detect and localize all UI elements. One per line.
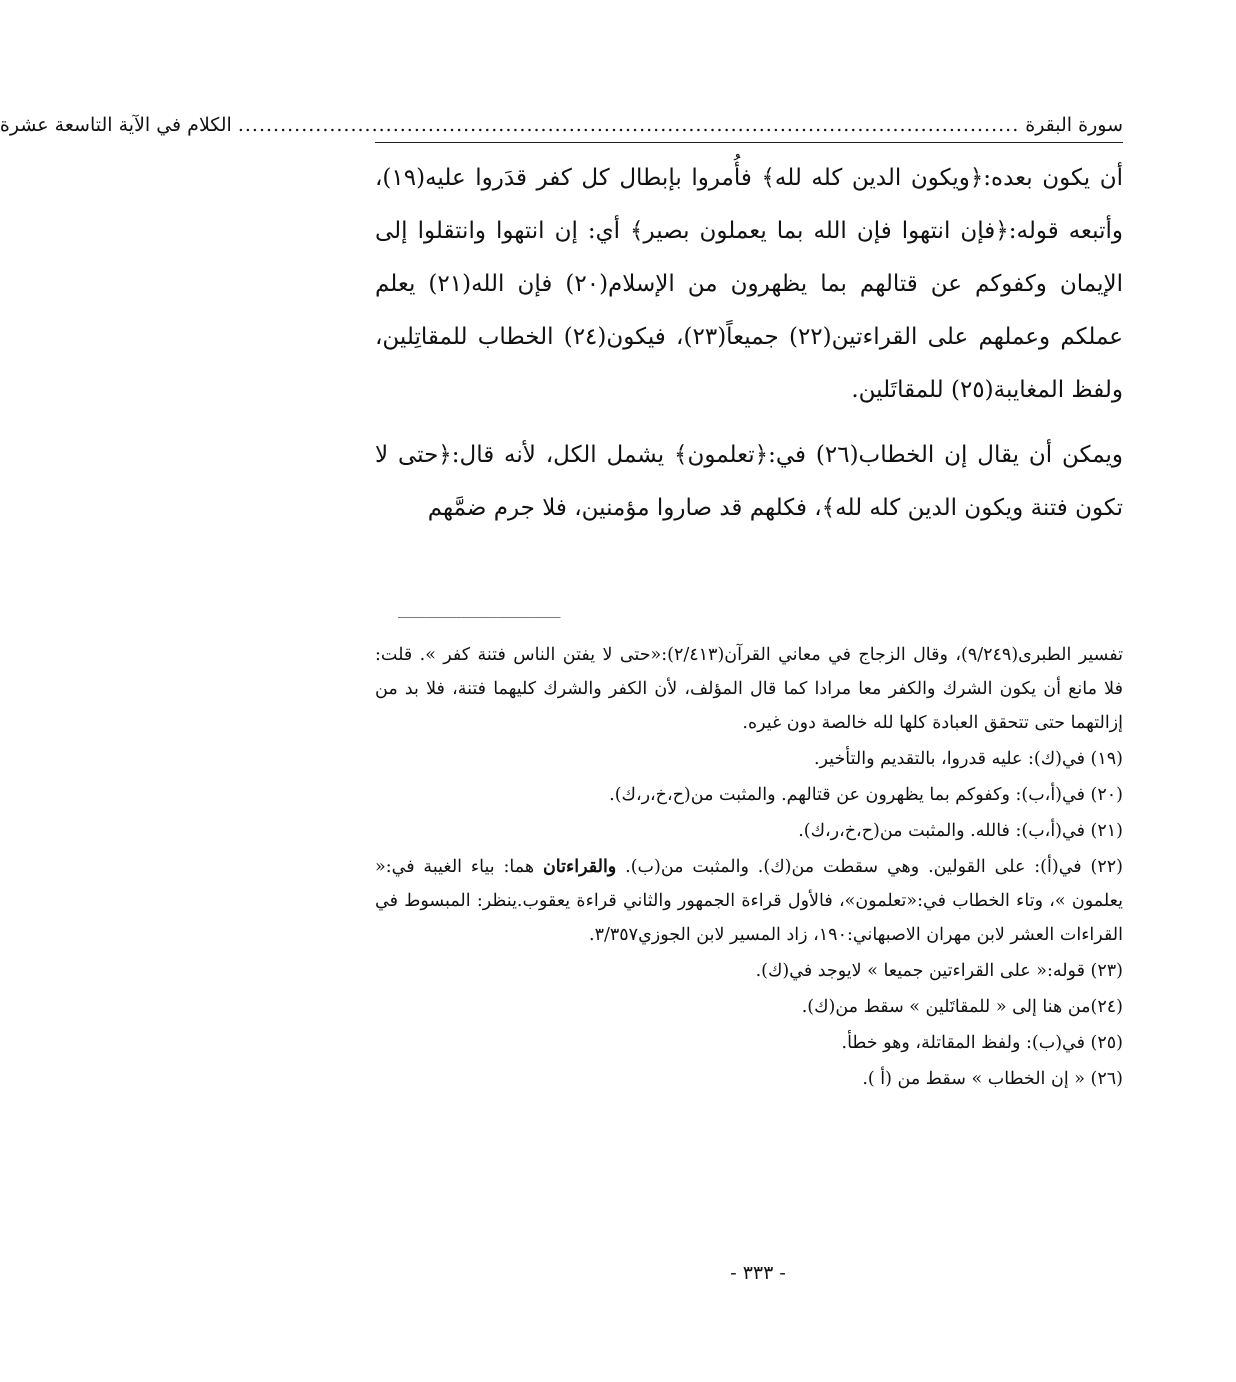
footnote-20: (٢٠) في(أ،ب): وكفوكم بما يظهرون عن قتالهم. والمثبت من(ح،خ،ر،ك). xyxy=(609,785,1123,805)
footnote-21: (٢١) في(أ،ب): فالله. والمثبت من(ح،خ،ر،ك). xyxy=(798,821,1123,841)
footnote-22-part-b: هما: بياء الغيبة في:« يعلمون »، وتاء الخطاب في:«تعلمون»، فالأول قراءة الجمهور والثاني قراءة يعقوب.ينظر: المبسوط في القراءات العشر لابن مهران الاصبهاني:١٩٠، زاد المسير لابن الجوزي٣/٣٥٧. xyxy=(375,857,1123,945)
footnote-separator: __________________ xyxy=(398,600,561,618)
running-header xyxy=(0,108,1123,143)
footnote-continuation: تفسير الطبرى(٩/٢٤٩)، وقال الزجاج في معاني القرآن(٢/٤١٣):«حتى لا يفتن الناس فتنة كفر ». قلت: فلا مانع أن يكون الشرك والكفر معا مرادا كما قال المؤلف، لأن الكفر والشرك كليهما فتنة، فلا بد من إزالتهما حتى تتحقق العبادة كلها لله خالصة دون غيره. xyxy=(375,645,1123,733)
footnote-25: (٢٥) في(ب): ولفظ المقاتلة، وهو خطأ. xyxy=(841,1033,1123,1053)
footnote-22-part-a: (٢٢) في(أ): على القولين. وهي سقطت من(ك). والمثبت من(ب). xyxy=(616,857,1123,877)
header-dot-leader: ............................................................................................................... xyxy=(237,114,1020,136)
header-surah-name: سورة البقرة xyxy=(1025,114,1123,136)
header-section-title: الكلام في الآية التاسعة عشرة xyxy=(0,114,232,136)
footnotes xyxy=(375,638,1123,1096)
footnote-23: (٢٣) قوله:« على القراءتين جميعا » لايوجد في(ك). xyxy=(755,961,1123,981)
paragraph-2: ويمكن أن يقال إن الخطاب(٢٦) في:﴿تعلمون﴾ يشمل الكل، لأنه قال:﴿حتى لا تكون فتنة ويكون الدين كله لله﴾، فكلهم قد صاروا مؤمنين، فلا جرم ضمَّهم xyxy=(375,442,1123,521)
page-number: - ٣٣٣ - xyxy=(730,1262,786,1284)
footnote-22-bold-term: والقراءتان xyxy=(542,857,617,877)
main-text xyxy=(375,152,1123,535)
footnote-24: (٢٤)من هنا إلى « للمقاتَلين » سقط من(ك). xyxy=(801,997,1123,1017)
footnote-26: (٢٦) « إن الخطاب » سقط من (أ ). xyxy=(862,1069,1123,1089)
footnote-19: (١٩) في(ك): عليه قدروا، بالتقديم والتأخير. xyxy=(813,749,1123,769)
footnote-22 xyxy=(375,850,1123,952)
paragraph-1: أن يكون بعده:﴿ويكون الدين كله لله﴾ فأُمروا بإبطال كل كفر قدَروا عليه(١٩)، وأتبعه قوله:﴿فإن انتهوا فإن الله بما يعملون بصير﴾ أي: إن انتهوا وانتقلوا إلى الإيمان وكفوكم عن قتالهم بما يظهرون من الإسلام(٢٠) فإن الله(٢١) يعلم عملكم وعملهم على القراءتين(٢٢) جميعاً(٢٣)، فيكون(٢٤) الخطاب للمقاتِلين، ولفظ المغايبة(٢٥) للمقاتَلين. xyxy=(375,165,1123,403)
